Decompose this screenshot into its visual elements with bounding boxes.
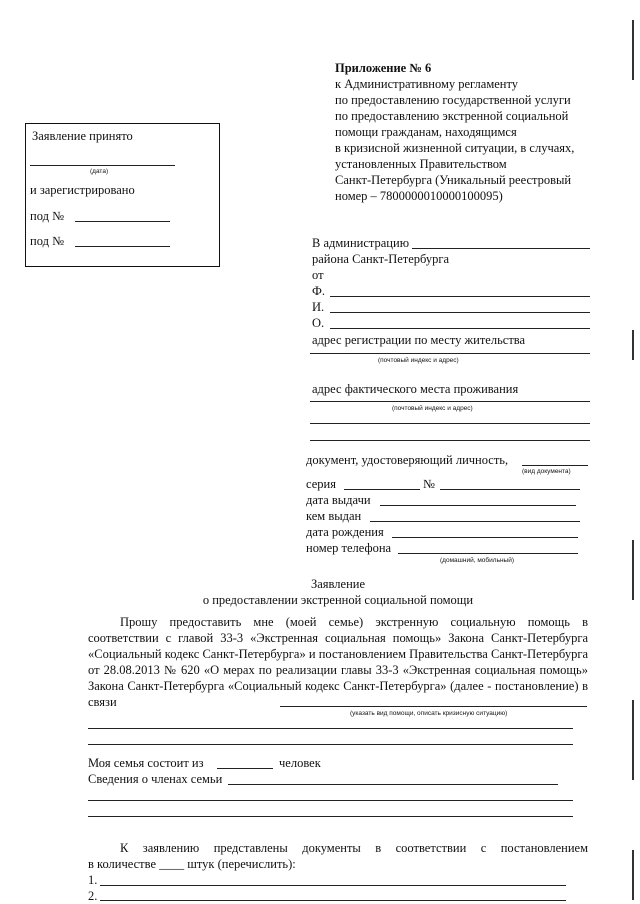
situation-field-2[interactable] [88, 728, 573, 729]
district-label: района Санкт-Петербурга [312, 252, 450, 266]
family-members-field-2[interactable] [88, 800, 573, 801]
admin-field[interactable] [412, 248, 590, 249]
actual-address-field-3[interactable] [310, 440, 590, 441]
from-label: от [312, 268, 324, 282]
phone-label: номер телефона [306, 541, 392, 555]
series-label: серия [306, 477, 336, 491]
number-label: № [423, 477, 435, 491]
reg-address-label: адрес регистрации по месту жительства [312, 333, 526, 347]
application-body: Прошу предоставить мне (моей семье) экстренную социальную помощь в соответствии с главой 33-3 «Экстренная социальная помощь» Закона Санкт-Петербурга «Социальный кодекс Санкт-Петербурга» и постановлением Правительства Санкт-Петербурга от 28.08.2013 № 620 «О мерах по реализации главы 33-3 «Экстренная социальная помощь» Закона Санкт-Петербурга «Социальный кодекс Санкт-Петербурга» (далее - постановление) в связи [88, 615, 588, 709]
phone-caption: (домашний, мобильный) [440, 557, 515, 564]
document-item-1-label: 1. [88, 873, 98, 887]
to-admin-label: В администрацию [312, 236, 410, 250]
situation-field[interactable] [280, 706, 587, 707]
surname-field[interactable] [330, 296, 590, 297]
postal-caption-1: (почтовый индекс и адрес) [378, 357, 459, 364]
family-size-label: Моя семья состоит из [88, 756, 204, 770]
date-caption: (дата) [90, 168, 109, 175]
appendix-line: Санкт-Петербурга (Уникальный реестровый [335, 173, 572, 187]
phone-field[interactable] [398, 553, 578, 554]
document-item-1-field[interactable] [100, 885, 566, 886]
reg-number-label-1: под № [30, 209, 64, 223]
issued-by-label: кем выдан [306, 509, 362, 523]
situation-caption: (указать вид помощи, описать кризисную ситуацию) [350, 710, 508, 717]
appendix-line: к Административному регламенту [335, 77, 519, 91]
actual-address-label: адрес фактического места проживания [312, 382, 519, 396]
appendix-title: Приложение № 6 [335, 61, 432, 75]
accepted-label: Заявление принято [32, 129, 133, 143]
registered-label: и зарегистрировано [30, 183, 135, 197]
family-size-field[interactable] [217, 768, 273, 769]
number-field[interactable] [440, 489, 580, 490]
family-members-label: Сведения о членах семьи [88, 772, 223, 786]
name-label: И. [312, 300, 325, 314]
appendix-line: по предоставлению государственной услуги [335, 93, 571, 107]
name-field[interactable] [330, 312, 590, 313]
actual-address-field-2[interactable] [310, 423, 590, 424]
scan-edge-mark [632, 20, 634, 80]
scan-edge-mark [632, 850, 634, 900]
id-document-label: документ, удостоверяющий личность, [306, 453, 509, 467]
patronymic-label: О. [312, 316, 325, 330]
postal-caption-2: (почтовый индекс и адрес) [392, 405, 473, 412]
appendix-line: по предоставлению экстренной социальной [335, 109, 569, 123]
application-subtitle: о предоставлении экстренной социальной помощи [202, 593, 474, 607]
document-item-2-label: 2. [88, 889, 98, 903]
reg-number-field-2[interactable] [75, 246, 170, 247]
patronymic-field[interactable] [330, 328, 590, 329]
documents-line-1: К заявлению представлены документы в соответствии с постановлением [120, 841, 588, 855]
appendix-line: установленных Правительством [335, 157, 507, 171]
appendix-line: помощи гражданам, находящимся [335, 125, 517, 139]
reg-address-field[interactable] [310, 353, 590, 354]
appendix-line: в кризисной жизненной ситуации, в случаях, [335, 141, 575, 155]
issue-date-label: дата выдачи [306, 493, 371, 507]
documents-line-2: в количестве ____ штук (перечислить): [88, 857, 296, 871]
reg-number-field-1[interactable] [75, 221, 170, 222]
reg-number-label-2: под № [30, 234, 64, 248]
doc-type-caption: (вид документа) [522, 468, 571, 475]
scan-edge-mark [632, 700, 634, 780]
birth-date-label: дата рождения [306, 525, 384, 539]
issued-by-field[interactable] [370, 521, 580, 522]
date-field[interactable] [30, 165, 175, 166]
scan-edge-mark [632, 330, 634, 360]
family-members-field[interactable] [228, 784, 558, 785]
issue-date-field[interactable] [380, 505, 576, 506]
situation-field-3[interactable] [88, 744, 573, 745]
application-title: Заявление [310, 577, 365, 591]
family-size-suffix: человек [279, 756, 321, 770]
id-document-field[interactable] [522, 465, 588, 466]
appendix-line: номер – 7800000010000100095) [335, 189, 503, 203]
series-field[interactable] [344, 489, 420, 490]
family-members-field-3[interactable] [88, 816, 573, 817]
document-item-2-field[interactable] [100, 900, 566, 901]
birth-date-field[interactable] [392, 537, 578, 538]
surname-label: Ф. [312, 284, 326, 298]
scan-edge-mark [632, 540, 634, 600]
actual-address-field[interactable] [310, 401, 590, 402]
